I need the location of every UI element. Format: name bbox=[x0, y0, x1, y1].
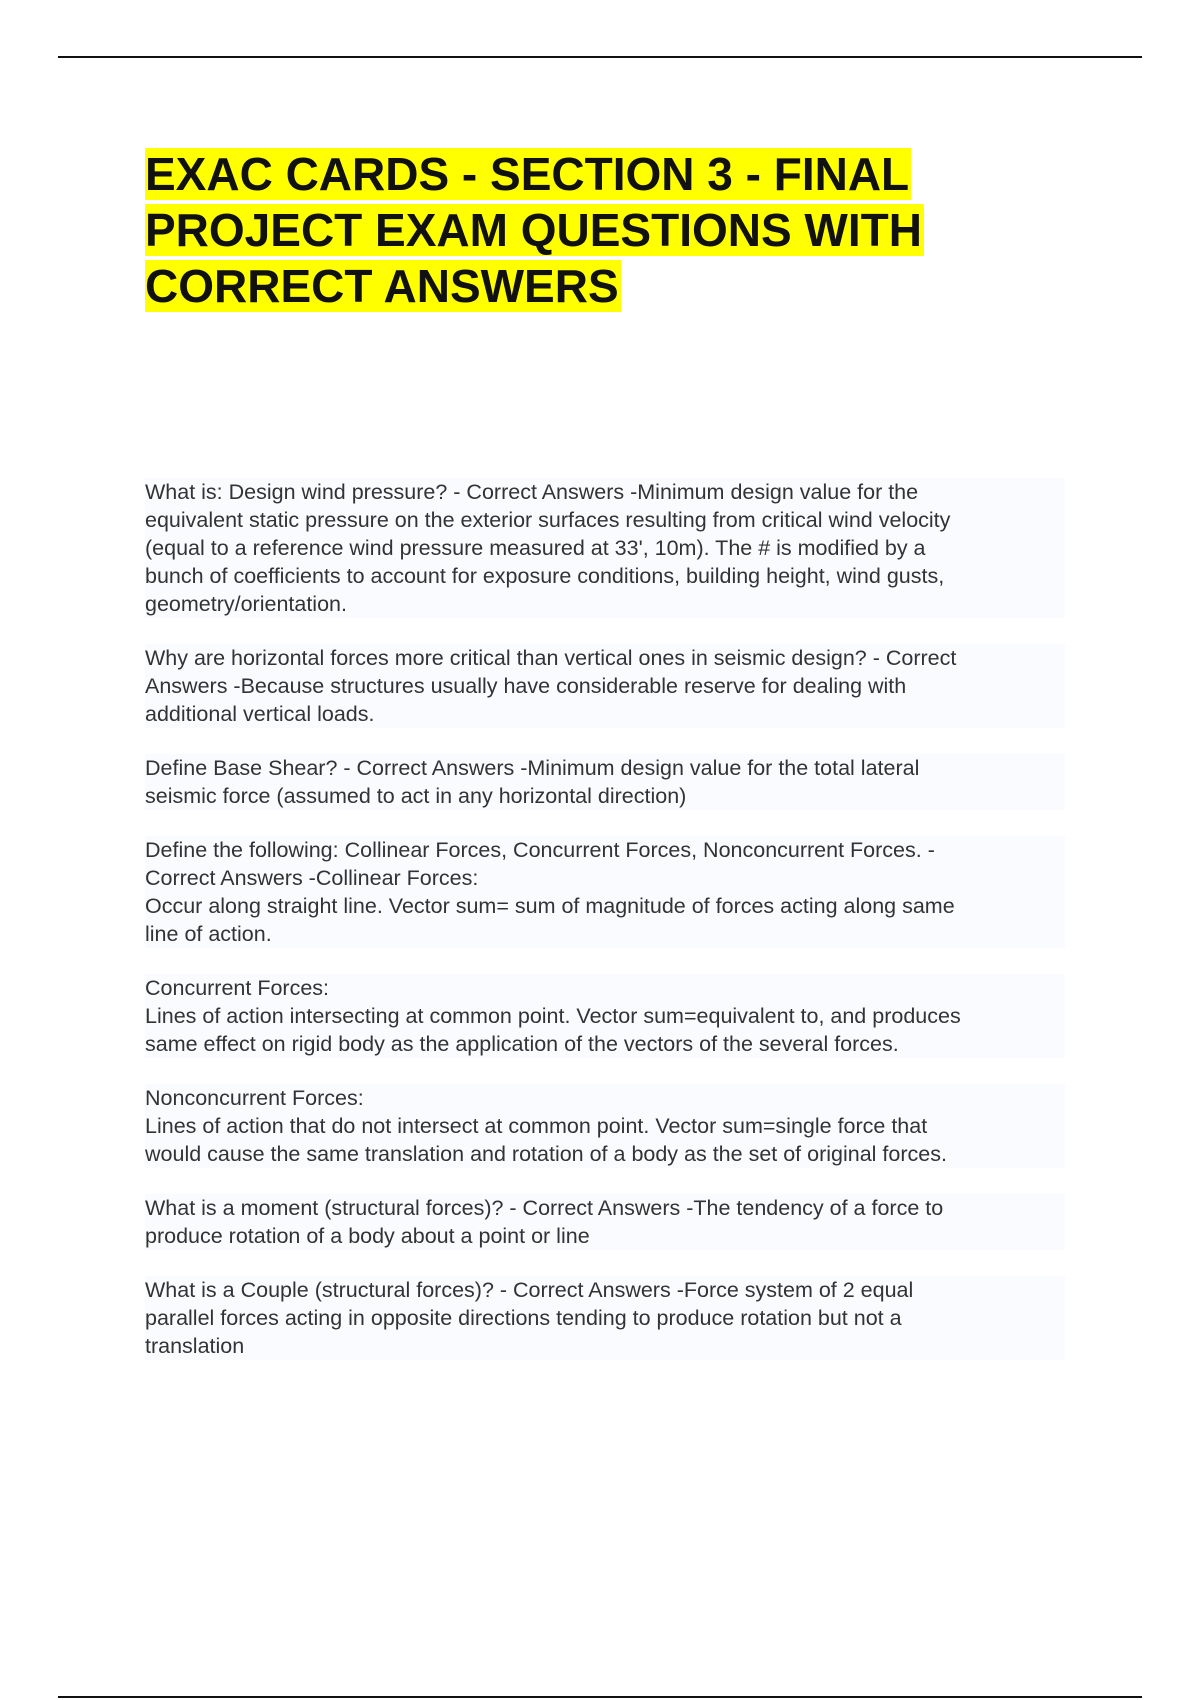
qa-paragraph bbox=[145, 1276, 1065, 1360]
text-line: What is a Couple (structural forces)? - Correct Answers -Force system of 2 equal bbox=[145, 1278, 914, 1302]
text-line: produce rotation of a body about a point or line bbox=[145, 1224, 590, 1248]
text-line: translation bbox=[145, 1334, 245, 1358]
title-line: CORRECT ANSWERS bbox=[145, 260, 619, 312]
text-line: geometry/orientation. bbox=[145, 592, 347, 616]
text-line: Answers -Because structures usually have considerable reserve for dealing with bbox=[145, 674, 907, 698]
text-line: equivalent static pressure on the exterior surfaces resulting from critical wind velocity bbox=[145, 508, 951, 532]
title-line: PROJECT EXAM QUESTIONS WITH bbox=[145, 204, 922, 256]
text-line: Lines of action intersecting at common point. Vector sum=equivalent to, and produces bbox=[145, 1004, 961, 1028]
title-line: EXAC CARDS - SECTION 3 - FINAL bbox=[145, 148, 910, 200]
text-line: Nonconcurrent Forces: bbox=[145, 1086, 364, 1110]
text-line: Why are horizontal forces more critical than vertical ones in seismic design? - Correct bbox=[145, 646, 957, 670]
qa-paragraph bbox=[145, 644, 1065, 728]
document-body bbox=[145, 478, 1065, 1386]
text-line: What is: Design wind pressure? - Correct Answers -Minimum design value for the bbox=[145, 480, 919, 504]
qa-paragraph bbox=[145, 1084, 1065, 1168]
text-line: line of action. bbox=[145, 922, 272, 946]
text-line: seismic force (assumed to act in any horizontal direction) bbox=[145, 784, 687, 808]
qa-paragraph bbox=[145, 478, 1065, 618]
text-line: Define the following: Collinear Forces, Concurrent Forces, Nonconcurrent Forces. - bbox=[145, 838, 935, 862]
qa-paragraph bbox=[145, 836, 1065, 948]
qa-paragraph bbox=[145, 974, 1065, 1058]
text-line: would cause the same translation and rotation of a body as the set of original forces. bbox=[145, 1142, 947, 1166]
footer-rule bbox=[58, 1696, 1142, 1698]
text-line: parallel forces acting in opposite directions tending to produce rotation but not a bbox=[145, 1306, 902, 1330]
header-rule bbox=[58, 56, 1142, 58]
text-line: What is a moment (structural forces)? - Correct Answers -The tendency of a force to bbox=[145, 1196, 944, 1220]
text-line: Lines of action that do not intersect at common point. Vector sum=single force that bbox=[145, 1114, 928, 1138]
qa-paragraph bbox=[145, 1194, 1065, 1250]
qa-paragraph bbox=[145, 754, 1065, 810]
text-line: Occur along straight line. Vector sum= sum of magnitude of forces acting along same bbox=[145, 894, 955, 918]
page-title bbox=[145, 146, 1045, 314]
text-line: same effect on rigid body as the application of the vectors of the several forces. bbox=[145, 1032, 899, 1056]
text-line: Define Base Shear? - Correct Answers -Minimum design value for the total lateral bbox=[145, 756, 920, 780]
text-line: Correct Answers -Collinear Forces: bbox=[145, 866, 479, 890]
text-line: (equal to a reference wind pressure measured at 33', 10m). The # is modified by a bbox=[145, 536, 926, 560]
text-line: additional vertical loads. bbox=[145, 702, 375, 726]
text-line: Concurrent Forces: bbox=[145, 976, 330, 1000]
text-line: bunch of coefficients to account for exposure conditions, building height, wind gusts, bbox=[145, 564, 945, 588]
